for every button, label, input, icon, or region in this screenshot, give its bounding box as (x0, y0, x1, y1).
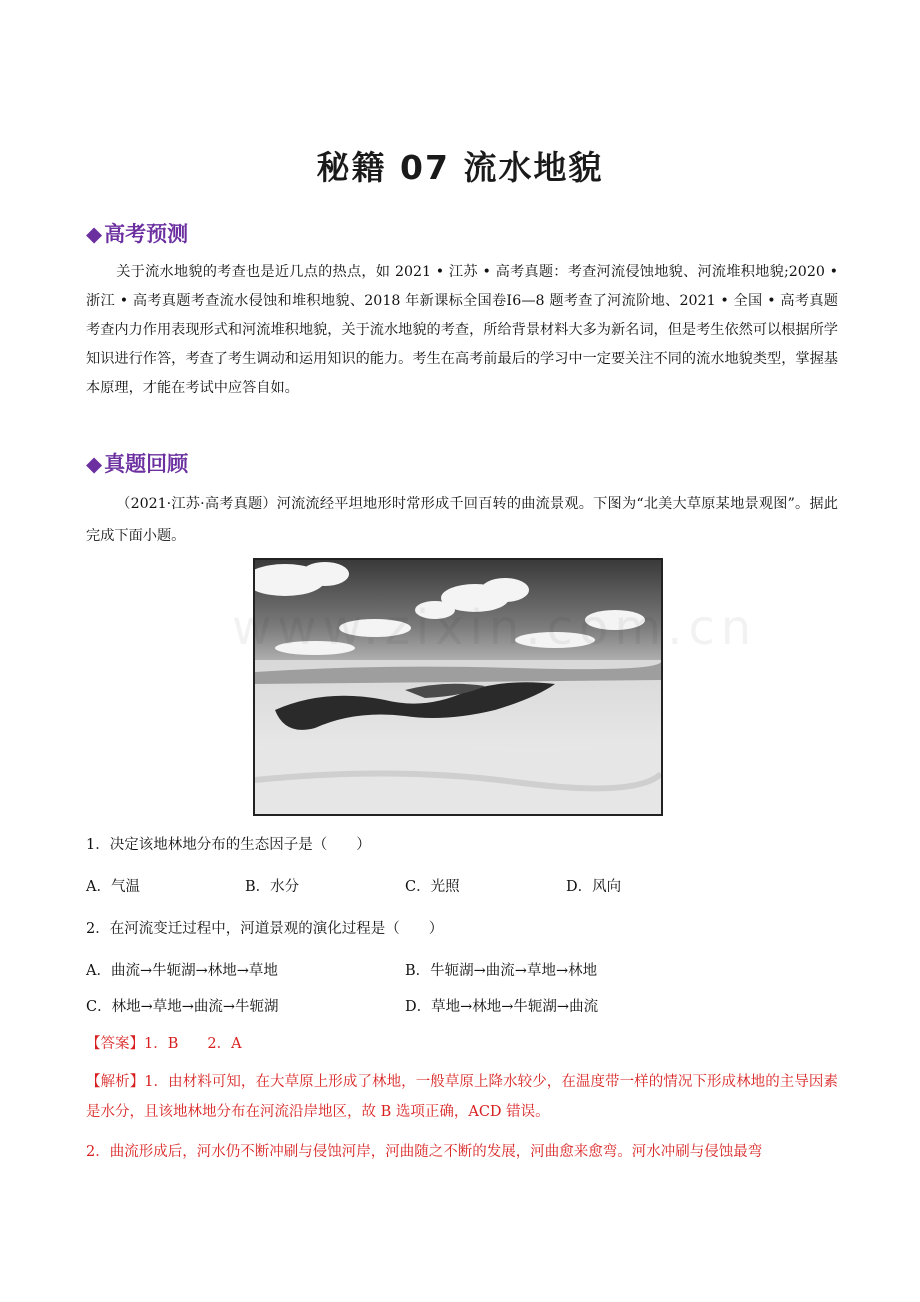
diamond-icon: ◆ (86, 452, 103, 476)
q1-option-d: D．风向 (566, 879, 622, 895)
question-2-stem: 2．在河流变迁过程中，河道景观的演化过程是（ ） (86, 921, 444, 937)
q1-option-b: B．水分 (245, 879, 300, 895)
page-title: 秘籍 07 流水地貌 (316, 148, 604, 187)
analysis-paragraph-1: 【解析】1．由材料可知，在大草原上形成了林地，一般草原上降水较少，在温度带一样的情况下形成林地的主导因素是水分，且该地林地分布在河流沿岸地区，故 B 选项正确，ACD 错误。 (86, 1074, 838, 1120)
q1-option-a: A．气温 (86, 879, 140, 895)
answer-line: 【答案】1．B 2．A (86, 1036, 242, 1052)
review-intro-text: （2021·江苏·高考真题）河流流经平坦地形时常形成千回百转的曲流景观。下图为“北美大草原某地景观图”。据此完成下面小题。 (86, 496, 838, 544)
analysis-paragraph-2: 2．曲流形成后，河水仍不断冲刷与侵蚀河岸，河曲随之不断的发展，河曲愈来愈弯。河水冲刷与侵蚀最弯 (86, 1144, 763, 1160)
predict-paragraph (86, 258, 838, 403)
diamond-icon: ◆ (86, 222, 103, 246)
prairie-landscape-photo (253, 558, 663, 816)
q2-option-c: C．林地→草地→曲流→牛轭湖 (86, 999, 279, 1015)
landscape-illustration (255, 560, 661, 814)
question-1-stem: 1．决定该地林地分布的生态因子是（ ） (86, 837, 371, 853)
section-heading-review (86, 448, 188, 478)
predict-text: 关于流水地貌的考查也是近几点的热点，如 2021 • 江苏 • 高考真题：考查河流侵蚀地貌、河流堆积地貌;2020 • 浙江 • 高考真题考查流水侵蚀和堆积地貌、2018 年新课标全国卷Ⅰ6—8 题考查了河流阶地、2021 • 全国 • 高考真题考查内力作用表现形式和河流堆积地貌，关于流水地貌的考查，所给背景材料大多为新名词，但是考生依然可以根据所学知识进行作答，考查了考生调动和运用知识的能力。考生在高考前最后的学习中一定要关注不同的流水地貌类型，掌握基本原理，才能在考试中应答自如。 (86, 264, 838, 396)
q2-option-a: A．曲流→牛轭湖→林地→草地 (86, 963, 278, 979)
section-label: 真题回顾 (104, 452, 189, 476)
review-intro-paragraph (86, 488, 838, 552)
q1-option-c: C．光照 (405, 879, 460, 895)
section-heading-predict (86, 218, 188, 248)
watermark: www.zixin.com.cn (232, 600, 758, 656)
q2-option-d: D．草地→林地→牛轭湖→曲流 (405, 999, 599, 1015)
q2-option-b: B．牛轭湖→曲流→草地→林地 (405, 963, 598, 979)
section-label: 高考预测 (104, 222, 189, 246)
